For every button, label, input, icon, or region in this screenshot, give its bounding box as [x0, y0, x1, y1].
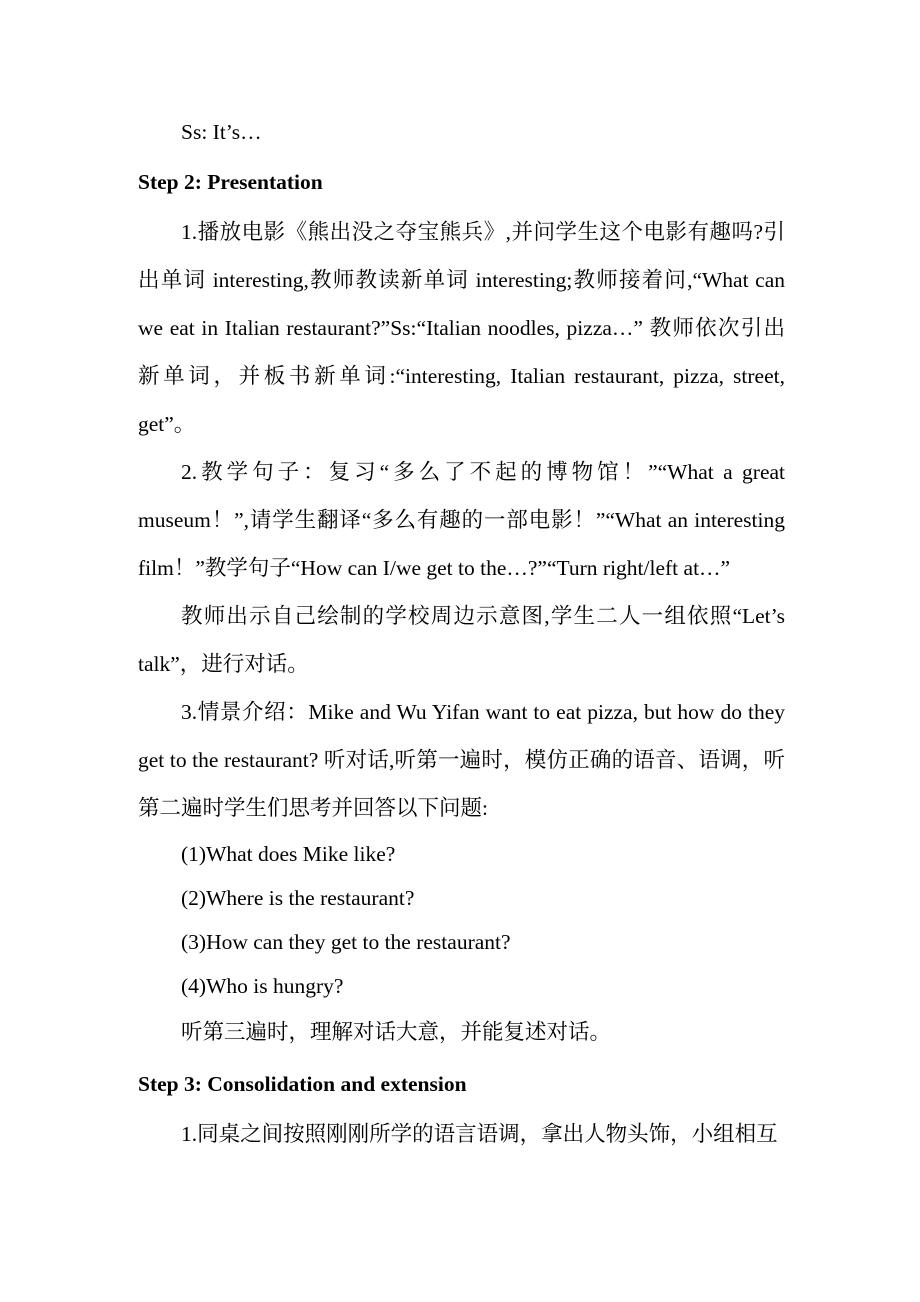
heading-step-3: Step 3: Consolidation and extension — [138, 1072, 467, 1096]
list-item-question-3: (3)How can they get to the restaurant? — [181, 930, 511, 954]
paragraph-ss-line: Ss: It’s… — [181, 120, 262, 144]
paragraph-presentation-3: 3.情景介绍：Mike and Wu Yifan want to eat pizza, but how do they get to the restaurant? 听对话,听第一遍时，模仿正确的语音、语调，听第二遍时学生们思考并回答以下问题: — [138, 700, 785, 820]
heading-step-2: Step 2: Presentation — [138, 170, 323, 194]
list-item-question-4: (4)Who is hungry? — [181, 974, 344, 998]
paragraph-presentation-2: 2.教学句子：复习“多么了不起的博物馆！”“What a great museum！”,请学生翻译“多么有趣的一部电影！”“What an interesting film！”教学句子“How can I/we get to the…?”“Turn right/left at…” — [138, 460, 785, 580]
paragraph-map-pairwork: 教师出示自己绘制的学校周边示意图,学生二人一组依照“Let’s talk”，进行对话。 — [138, 604, 785, 676]
paragraph-presentation-1: 1.播放电影《熊出没之夺宝熊兵》,并问学生这个电影有趣吗?引出单词 interesting,教师教读新单词 interesting;教师接着问,“What can we eat in Italian restaurant?”Ss:“Italian noodles, pizza…” 教师依次引出新单词，并板书新单词:“interesting, Italian restaurant, pizza, street, get”。 — [138, 220, 785, 436]
paragraph-consolidation-1: 1.同桌之间按照刚刚所学的语言语调，拿出人物头饰，小组相互 — [181, 1122, 778, 1146]
list-item-question-2: (2)Where is the restaurant? — [181, 886, 415, 910]
list-item-question-1: (1)What does Mike like? — [181, 842, 396, 866]
paragraph-third-listening: 听第三遍时，理解对话大意，并能复述对话。 — [181, 1020, 612, 1044]
